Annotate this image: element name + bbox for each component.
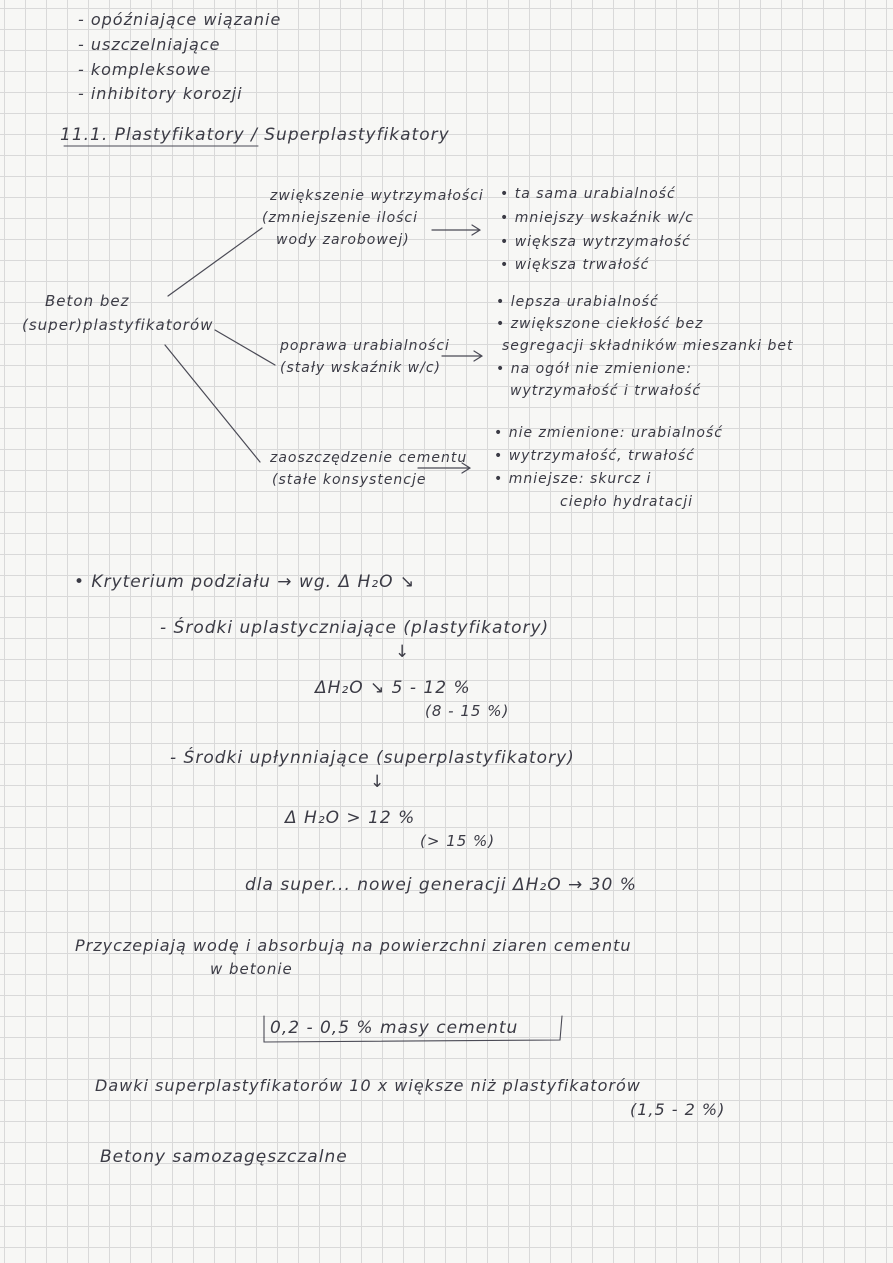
branch2-effect-1: • lepsza urabialność: [496, 294, 659, 310]
dose-compare-line1: Dawki superplastyfikatorów 10 x większe niż plastyfikatorów: [95, 1076, 641, 1095]
self-compacting-heading: Betony samozagęszczalne: [100, 1147, 348, 1167]
branch2-arrow: [442, 351, 482, 361]
superplasticizers-alt-range: (> 15 %): [420, 832, 496, 850]
branch2-effect-3: segregacji składników mieszanki bet: [502, 338, 794, 354]
diagram-root-line1: Beton bez: [45, 292, 130, 310]
new-generation-line: dla super... nowej generacji ΔH₂O → 30 %: [245, 875, 637, 895]
branch3-cause-line2: (stałe konsystencje: [272, 472, 427, 488]
plasticizers-alt-range: (8 - 15 %): [425, 702, 510, 720]
list-item-retarders: - opóźniające wiązanie: [78, 10, 282, 29]
branch3-effect-1: • nie zmienione: urabialność: [494, 425, 723, 441]
dose-compare-line2: (1,5 - 2 %): [630, 1100, 726, 1119]
branch2-effect-5: wytrzymałość i trwałość: [510, 383, 702, 399]
superplasticizers-arrow: ↓: [370, 772, 386, 792]
branch2-effect-4: • na ogół nie zmienione:: [496, 361, 692, 377]
branch2-cause-line2: (stały wskaźnik w/c): [280, 360, 442, 376]
branch1-cause-line3: wody zarobowej): [276, 232, 410, 248]
branch1-cause-line2: (zmniejszenie ilości: [262, 210, 419, 226]
plasticizers-formula: ΔH₂O ↘ 5 - 12 %: [315, 678, 471, 698]
dose-range: 0,2 - 0,5 % masy cementu: [270, 1018, 519, 1038]
adsorption-line1: Przyczepiają wodę i absorbują na powierzchni ziaren cementu: [75, 936, 632, 955]
branch1-effect-4: • większa trwałość: [500, 257, 650, 273]
branch3-line: [165, 345, 260, 462]
branch2-effect-2: • zwiększone ciekłość bez: [496, 316, 704, 332]
branch1-line: [168, 228, 262, 296]
branch3-arrow: [418, 463, 470, 473]
adsorption-line2: w betonie: [210, 960, 293, 978]
plasticizers-arrow: ↓: [395, 642, 411, 662]
list-item-corrosion-inhibitors: - inhibitory korozji: [78, 84, 243, 103]
superplasticizers-title: - Środki upłynniające (superplastyfikatory): [170, 748, 575, 768]
branch1-cause-line1: zwiększenie wytrzymałości: [270, 188, 484, 204]
branch3-effect-4: ciepło hydratacji: [560, 494, 694, 510]
section-heading: 11.1. Plastyfikatory / Superplastyfikatory: [60, 125, 450, 145]
diagram-root-line2: (super)plastyfikatorów: [22, 316, 214, 334]
branch1-arrow: [432, 225, 480, 235]
criterion-line: • Kryterium podziału → wg. Δ H₂O ↘: [74, 572, 416, 592]
dose-box: [264, 1016, 562, 1042]
list-item-complex: - kompleksowe: [78, 60, 212, 79]
branch3-effect-3: • mniejsze: skurcz i: [494, 471, 652, 487]
branch3-cause-line1: zaoszczędzenie cementu: [270, 450, 468, 466]
branch1-effect-1: • ta sama urabialność: [500, 186, 676, 202]
branch3-effect-2: • wytrzymałość, trwałość: [494, 448, 695, 464]
branch2-cause-line1: poprawa urabialności: [280, 338, 450, 354]
branch2-line: [215, 330, 275, 365]
list-item-sealers: - uszczelniające: [78, 35, 221, 54]
plasticizers-title: - Środki uplastyczniające (plastyfikatory): [160, 618, 550, 638]
superplasticizers-formula: Δ H₂O > 12 %: [285, 808, 416, 828]
branch1-effect-2: • mniejszy wskaźnik w/c: [500, 210, 694, 226]
branch1-effect-3: • większa wytrzymałość: [500, 234, 691, 250]
